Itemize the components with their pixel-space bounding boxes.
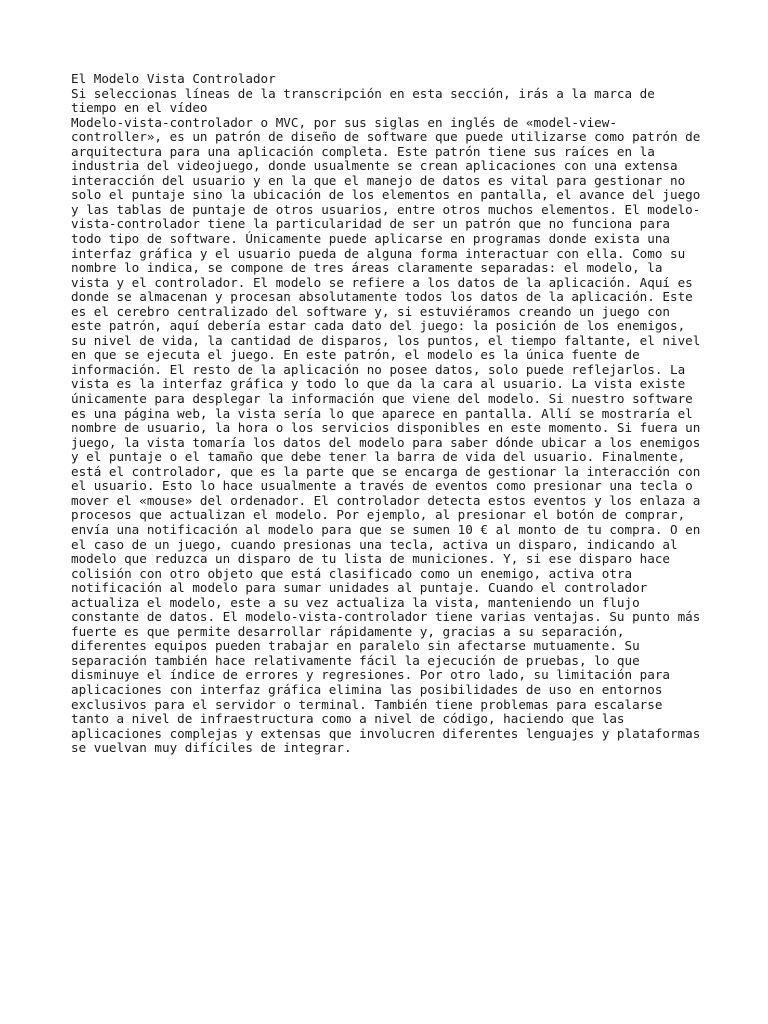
text-line: mover el «mouse» del ordenador. El controlador detecta estos eventos y los enlaza a [71, 492, 701, 508]
text-line: nombre de usuario, la hora o los servicios disponibles en este momento. Si fuera un [71, 420, 701, 436]
text-line: y las tablas de puntaje de otros usuarios, entre otros muchos elementos. El modelo- [71, 201, 701, 217]
text-line: Si seleccionas líneas de la transcripción en esta sección, irás a la marca de [71, 85, 655, 101]
text-line: es una página web, la vista sería lo que aparece en pantalla. Allí se mostraría el [71, 405, 693, 421]
text-line: procesos que actualizan el modelo. Por ejemplo, al presionar el botón de comprar, [71, 507, 686, 523]
text-line: notificación al modelo para sumar unidades al puntaje. Cuando el controlador [71, 580, 648, 596]
text-line: aplicaciones complejas y extensas que involucren diferentes lenguajes y plataformas [71, 725, 701, 741]
text-line: interacción del usuario y en la que el manejo de datos es vital para gestionar no [71, 172, 686, 188]
document-body [71, 87, 711, 756]
text-line: aplicaciones con interfaz gráfica elimina las posibilidades de uso en entornos [71, 681, 663, 697]
text-line: industria del videojuego, donde usualmente se crean aplicaciones con una extensa [71, 158, 678, 174]
text-line: colisión con otro objeto que está clasificado como un enemigo, activa otra [71, 565, 633, 581]
text-line: solo el puntaje sino la ubicación de los elementos en pantalla, el avance del juego [71, 187, 701, 203]
text-line: únicamente para desplegar la información que viene del modelo. Si nuestro software [71, 391, 693, 407]
text-line: tiempo en el vídeo [71, 100, 208, 116]
text-line: el usuario. Esto lo hace usualmente a través de eventos como presionar una tecla o [71, 478, 693, 494]
text-line: en que se ejecuta el juego. En este patrón, el modelo es la única fuente de [71, 347, 640, 363]
text-line: exclusivos para el servidor o terminal. También tiene problemas para escalarse [71, 696, 663, 712]
text-line: vista es la interfaz gráfica y todo lo que da la cara al usuario. La vista existe [71, 376, 686, 392]
text-line: juego, la vista tomaría los datos del modelo para saber dónde ubicar a los enemigos [71, 434, 701, 450]
text-line: todo tipo de software. Únicamente puede aplicarse en programas donde exista una [71, 231, 670, 247]
text-line: el caso de un juego, cuando presionas una tecla, activa un disparo, indicando al [71, 536, 678, 552]
text-line: tanto a nivel de infraestructura como a nivel de código, haciendo que las [71, 711, 625, 727]
text-line: interfaz gráfica y el usuario pueda de alguna forma interactuar con ella. Como su [71, 245, 686, 261]
text-line: actualiza el modelo, este a su vez actualiza la vista, manteniendo un flujo [71, 594, 640, 610]
text-line: donde se almacenan y procesan absolutamente todos los datos de la aplicación. Este [71, 289, 693, 305]
document-text [71, 72, 711, 756]
text-line: este patrón, aquí debería estar cada dato del juego: la posición de los enemigos, [71, 318, 686, 334]
text-line: constante de datos. El modelo-vista-controlador tiene varias ventajas. Su punto más [71, 609, 701, 625]
document-title: El Modelo Vista Controlador [71, 71, 276, 86]
text-line: fuerte es que permite desarrollar rápidamente y, gracias a su separación, [71, 623, 625, 639]
text-line: envía una notificación al modelo para que se sumen 10 € al monto de tu compra. O en [71, 521, 701, 537]
text-line: disminuye el índice de errores y regresiones. Por otro lado, su limitación para [71, 667, 670, 683]
text-line: arquitectura para una aplicación completa. Este patrón tiene sus raíces en la [71, 143, 655, 159]
text-line: es el cerebro centralizado del software y, si estuviéramos creando un juego con [71, 303, 670, 319]
text-line: se vuelvan muy difíciles de integrar. [71, 740, 352, 756]
text-line: diferentes equipos pueden trabajar en paralelo sin afectarse mutuamente. Su [71, 638, 640, 654]
text-line: controller», es un patrón de diseño de software que puede utilizarse como patrón de [71, 129, 701, 145]
text-line: vista-controlador tiene la particularidad de ser un patrón que no funciona para [71, 216, 670, 232]
text-line: está el controlador, que es la parte que se encarga de gestionar la interacción con [71, 463, 701, 479]
text-line: vista y el controlador. El modelo se refiere a los datos de la aplicación. Aquí es [71, 274, 693, 290]
text-line: Modelo-vista-controlador o MVC, por sus siglas en inglés de «model-view- [71, 114, 617, 130]
text-line: modelo que reduzca un disparo de tu lista de municiones. Y, si ese disparo hace [71, 551, 670, 567]
text-line: información. El resto de la aplicación no posee datos, solo puede reflejarlos. La [71, 361, 686, 377]
text-line: nombre lo indica, se compone de tres áreas claramente separadas: el modelo, la [71, 260, 663, 276]
text-line: y el puntaje o el tamaño que debe tener la barra de vida del usuario. Finalmente, [71, 449, 686, 465]
text-line: su nivel de vida, la cantidad de disparos, los puntos, el tiempo faltante, el nivel [71, 332, 701, 348]
text-line: separación también hace relativamente fácil la ejecución de pruebas, lo que [71, 652, 640, 668]
